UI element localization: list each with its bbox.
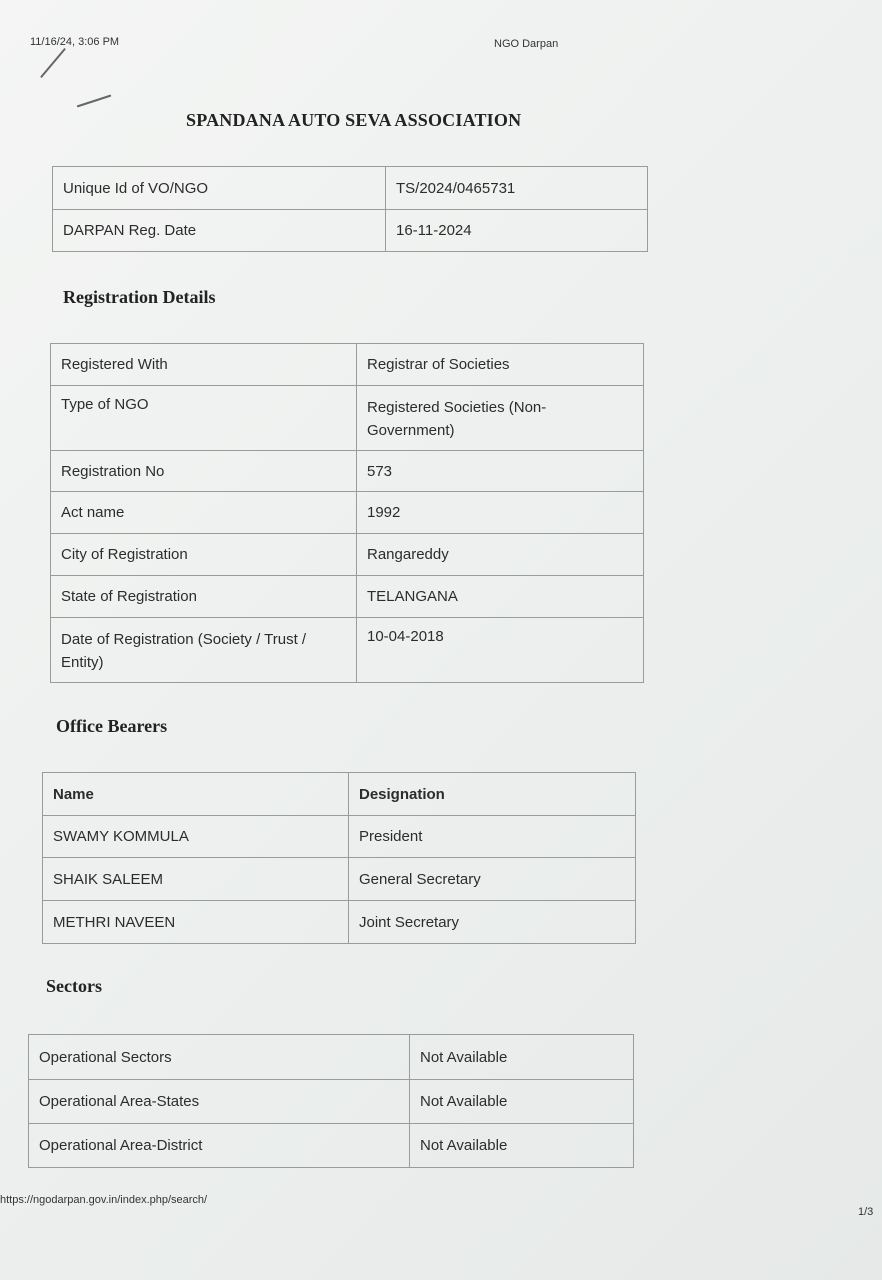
table-row [51, 344, 644, 386]
registration-heading: Registration Details [63, 287, 216, 307]
bearer-name: METHRI NAVEEN [43, 901, 349, 944]
registration-no-label: Registration No [51, 451, 357, 492]
id-table [52, 166, 648, 252]
sector-label: Operational Area-States [29, 1080, 410, 1124]
table-row [43, 901, 636, 944]
sector-value: Not Available [410, 1035, 634, 1080]
bearer-name: SHAIK SALEEM [43, 858, 349, 901]
designation-column-header: Designation [349, 773, 636, 816]
table-row [51, 492, 644, 534]
sectors-table [28, 1034, 634, 1168]
table-row [43, 858, 636, 901]
pen-stroke [40, 48, 66, 78]
page-number: 1/3 [858, 1206, 874, 1218]
act-name-label: Act name [51, 492, 357, 534]
registration-table [50, 343, 644, 683]
footer-url: https://ngodarpan.gov.in/index.php/search/ [0, 1194, 208, 1206]
bearer-designation: President [349, 816, 636, 858]
city-value: Rangareddy [357, 534, 644, 576]
city-label: City of Registration [51, 534, 357, 576]
sector-value: Not Available [410, 1080, 634, 1124]
office-bearers-table [42, 772, 636, 944]
registration-date-label: Date of Registration (Society / Trust / Entity) [51, 618, 357, 683]
registered-with-value: Registrar of Societies [357, 344, 644, 386]
darpan-date-value: 16-11-2024 [386, 210, 648, 252]
table-row [29, 1124, 634, 1168]
name-column-header: Name [43, 773, 349, 816]
table-row [53, 167, 648, 210]
table-row [51, 534, 644, 576]
table-row [51, 618, 644, 683]
table-row [43, 816, 636, 858]
table-row [51, 451, 644, 492]
bearer-designation: General Secretary [349, 858, 636, 901]
office-bearers-heading: Office Bearers [56, 716, 168, 736]
ngo-type-value: Registered Societies (Non-Government) [357, 386, 644, 451]
registration-no-value: 573 [357, 451, 644, 492]
unique-id-label: Unique Id of VO/NGO [53, 167, 386, 210]
ngo-type-label: Type of NGO [51, 386, 357, 451]
state-label: State of Registration [51, 576, 357, 618]
table-header-row [43, 773, 636, 816]
site-name: NGO Darpan [494, 38, 559, 50]
organization-title: SPANDANA AUTO SEVA ASSOCIATION [186, 110, 522, 130]
table-row [29, 1035, 634, 1080]
darpan-date-label: DARPAN Reg. Date [53, 210, 386, 252]
pen-stroke [77, 94, 112, 107]
unique-id-value: TS/2024/0465731 [386, 167, 648, 210]
registered-with-label: Registered With [51, 344, 357, 386]
sector-label: Operational Sectors [29, 1035, 410, 1080]
state-value: TELANGANA [357, 576, 644, 618]
table-row [51, 576, 644, 618]
bearer-designation: Joint Secretary [349, 901, 636, 944]
sectors-heading: Sectors [46, 976, 102, 996]
sector-label: Operational Area-District [29, 1124, 410, 1168]
act-name-value: 1992 [357, 492, 644, 534]
table-row [53, 210, 648, 252]
print-datetime: 11/16/24, 3:06 PM [30, 36, 120, 48]
bearer-name: SWAMY KOMMULA [43, 816, 349, 858]
registration-date-value: 10-04-2018 [357, 618, 644, 683]
sector-value: Not Available [410, 1124, 634, 1168]
table-row [51, 386, 644, 451]
table-row [29, 1080, 634, 1124]
